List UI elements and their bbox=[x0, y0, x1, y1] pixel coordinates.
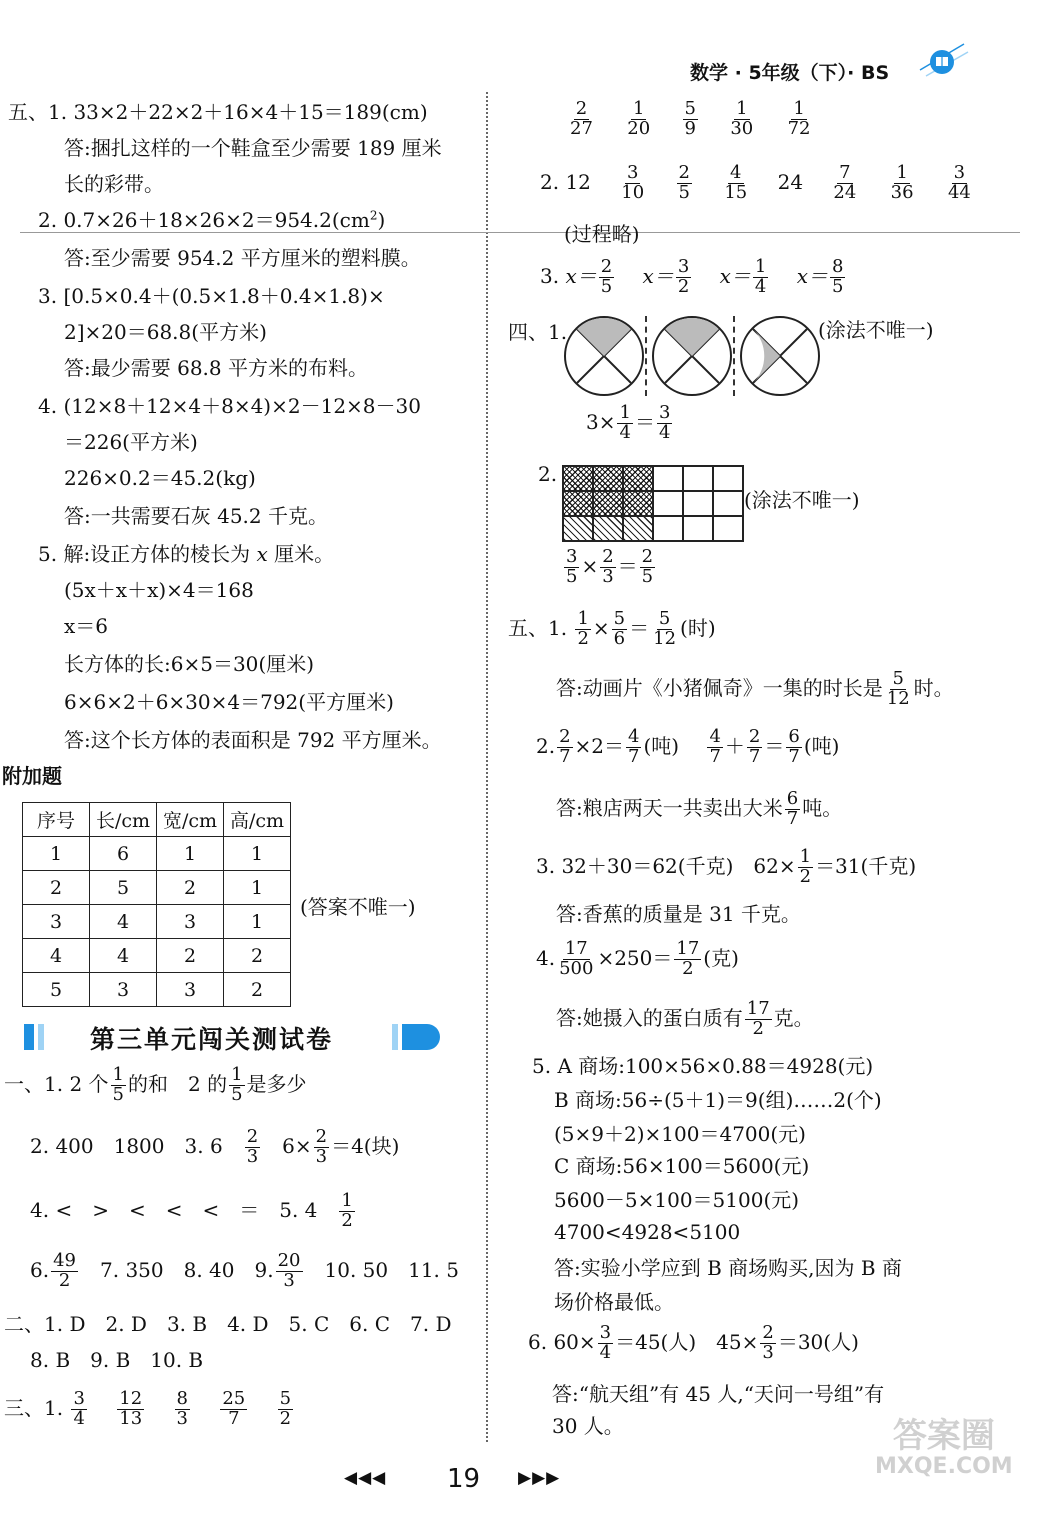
table-row: 4 4 2 2 bbox=[23, 939, 291, 973]
s4-note: (涂法不唯一) bbox=[818, 318, 934, 342]
title-bar-right bbox=[402, 1024, 440, 1050]
left-a3: 答:最少需要 68.8 平方米的布料。 bbox=[64, 356, 368, 380]
left-q5-line3: x＝6 bbox=[64, 614, 109, 638]
s4-q2-note: (涂法不唯一) bbox=[744, 488, 860, 512]
table-note: (答案不唯一) bbox=[300, 895, 416, 919]
s5-q5-line5: 5600－5×100＝5100(元) bbox=[554, 1188, 800, 1212]
left-q3-line1: 3. [0.5×0.4＋(0.5×1.8＋0.4×1.8)× bbox=[38, 284, 385, 308]
shaded-grid bbox=[562, 465, 744, 542]
u3-q1: 一、1. 2 个 $\frac{1}{5}$ 的和 2 的 $\frac{1}{5}$ 是多少 bbox=[4, 1064, 307, 1105]
table-header: 序号 bbox=[23, 803, 90, 837]
table-row: 5 3 3 2 bbox=[23, 973, 291, 1007]
s5-q1: 五、1. $\frac{1}{2}$ × $\frac{5}{6}$ ＝ $\frac{5}{12}$ (时) bbox=[508, 608, 716, 649]
table-row: 1 6 1 1 bbox=[23, 837, 291, 871]
s5-a2: 答:粮店两天一共卖出大米 $\frac{6}{7}$ 吨。 bbox=[556, 788, 843, 829]
left-a1-line2: 长的彩带。 bbox=[64, 172, 164, 196]
s4-q2-equation: $\frac{3}{5}$ × $\frac{2}{3}$ ＝ $\frac{2}{5}$ bbox=[566, 546, 654, 587]
table-row: 2 5 2 1 bbox=[23, 871, 291, 905]
watermark: 答案圈 MXQE.COM bbox=[875, 1416, 1013, 1480]
next-arrows: ▶▶▶ bbox=[518, 1468, 561, 1488]
s5-q5-line2: B 商场:56÷(5＋1)＝9(组)……2(个) bbox=[554, 1088, 882, 1112]
table-row: 3 4 3 1 bbox=[23, 905, 291, 939]
left-a5: 答:这个长方体的表面积是 792 平方厘米。 bbox=[64, 728, 442, 752]
left-a4: 答:一共需要石灰 45.2 千克。 bbox=[64, 504, 328, 528]
left-q4-line3: 226×0.2＝45.2(kg) bbox=[64, 466, 256, 490]
s5-q4: 4. $\frac{17}{500}$ ×250＝ $\frac{17}{2}$ (克) bbox=[536, 938, 739, 979]
u3-q6: 6. $\frac{49}{2}$ 7. 350 8. 40 9. $\frac{20}{3}$ 10. 50 11. 5 bbox=[30, 1250, 460, 1291]
s5-a6-line2: 30 人。 bbox=[552, 1414, 624, 1438]
left-q5-line5: 6×6×2＋6×30×4＝792(平方厘米) bbox=[64, 690, 394, 714]
s5-a1: 答:动画片《小猪佩奇》一集的时长是 $\frac{5}{12}$ 时。 bbox=[556, 668, 954, 709]
left-q4-line1: 4. (12×8＋12×4＋8×4)×2－12×8－30 bbox=[38, 394, 421, 418]
left-q4-line2: ＝226(平方米) bbox=[64, 430, 198, 454]
u3-s2-line2: 8. B 9. B 10. B bbox=[30, 1348, 204, 1372]
u3-q4: 4. < > < < < ＝ 5. 4 $\frac{1}{2}$ bbox=[30, 1190, 353, 1231]
left-q1: 五、1. 33×2＋22×2＋16×4＋15＝189(cm) bbox=[8, 100, 428, 124]
scan-fold-line bbox=[20, 232, 1020, 233]
s5-q5-line8: 场价格最低。 bbox=[554, 1290, 674, 1314]
u3-q2: 2. 400 1800 3. 6 $\frac{2}{3}$ 6× $\frac{2}{3}$ ＝4(块) bbox=[30, 1126, 400, 1167]
process-note: (过程略) bbox=[564, 222, 640, 246]
prev-arrows: ◀◀◀ bbox=[344, 1468, 387, 1488]
s4-label: 四、1. bbox=[508, 320, 568, 344]
s5-q5-line6: 4700<4928<5100 bbox=[554, 1220, 741, 1244]
table-header: 宽/cm bbox=[157, 803, 224, 837]
u3-s3: 三、1. $\frac{3}{4}$ $\frac{12}{13}$ $\frac{8}{3}$ $\frac{25}{7}$ $\frac{5}{2}$ bbox=[4, 1388, 292, 1429]
right-q3: 3. x＝ $\frac{2}{5}$ x＝ $\frac{3}{2}$ x＝ $\frac{1}{4}$ x＝ $\frac{8}{5}$ bbox=[540, 256, 844, 297]
s4-equation: 3× $\frac{1}{4}$ ＝ $\frac{3}{4}$ bbox=[586, 402, 671, 443]
s5-a3: 答:香蕉的质量是 31 千克。 bbox=[556, 902, 801, 926]
s5-q3: 3. 32＋30＝62(千克) 62× $\frac{1}{2}$ ＝31(千克) bbox=[536, 846, 917, 887]
right-top-fracs: $\frac{2}{27}$ $\frac{1}{20}$ $\frac{5}{9}$ $\frac{1}{30}$ $\frac{1}{72}$ bbox=[570, 98, 811, 139]
s5-a6-line1: 答:“航天组”有 45 人,“天问一号组”有 bbox=[552, 1382, 885, 1406]
s5-q2: 2. $\frac{2}{7}$ ×2＝ $\frac{4}{7}$ (吨) $\frac{4}{7}$ ＋ $\frac{2}{7}$ ＝ $\frac{6}{7}$ (吨) bbox=[536, 726, 840, 767]
right-q2: 2. 12 $\frac{3}{10}$ $\frac{2}{5}$ $\frac{4}{15}$ 24 $\frac{7}{24}$ $\frac{1}{36}$ $\frac{3}{44}$ bbox=[540, 162, 971, 203]
s5-a4: 答:她摄入的蛋白质有 $\frac{17}{2}$ 克。 bbox=[556, 998, 814, 1039]
circle-diagram bbox=[740, 316, 820, 396]
s5-q5-line7: 答:实验小学应到 B 商场购买,因为 B 商 bbox=[554, 1256, 902, 1280]
s5-q6: 6. 60× $\frac{3}{4}$ ＝45(人) 45× $\frac{2}{3}$ ＝30(人) bbox=[528, 1322, 859, 1363]
s5-q5-line4: C 商场:56×100＝5600(元) bbox=[554, 1154, 810, 1178]
title-bar-left-light bbox=[38, 1024, 44, 1050]
u3-s2-line1: 二、1. D 2. D 3. B 4. D 5. C 6. C 7. D bbox=[4, 1312, 452, 1336]
table-header: 长/cm bbox=[90, 803, 157, 837]
book-icon bbox=[912, 40, 972, 80]
circle-diagram bbox=[564, 316, 644, 396]
left-q5-line2: (5x＋x＋x)×4＝168 bbox=[64, 578, 254, 602]
header-title: 数学 · 5年级（下）· BS bbox=[690, 62, 890, 84]
column-divider bbox=[486, 92, 488, 1442]
title-bar-right-light bbox=[392, 1024, 398, 1050]
unit3-title: 第三单元闯关测试卷 bbox=[90, 1025, 334, 1054]
circle-diagram bbox=[652, 316, 732, 396]
left-q5-line4: 长方体的长:6×5＝30(厘米) bbox=[64, 652, 314, 676]
left-q5-line1: 5. 解:设正方体的棱长为 x 厘米。 bbox=[38, 542, 335, 566]
table-header: 高/cm bbox=[224, 803, 291, 837]
extra-title: 附加题 bbox=[2, 764, 62, 788]
circle-separator bbox=[733, 316, 735, 396]
s5-q5-line3: (5×9＋2)×100＝4700(元) bbox=[554, 1122, 806, 1146]
left-q3-line2: 2]×20＝68.8(平方米) bbox=[64, 320, 267, 344]
title-bar-left bbox=[24, 1024, 34, 1050]
left-a2: 答:至少需要 954.2 平方厘米的塑料膜。 bbox=[64, 246, 421, 270]
s4-q2-label: 2. bbox=[538, 462, 558, 486]
s5-q5-line1: 5. A 商场:100×56×0.88＝4928(元) bbox=[532, 1054, 874, 1078]
circle-separator bbox=[645, 316, 647, 396]
answer-table bbox=[22, 802, 291, 1007]
left-q2: 2. $0.7\times 26+18\times 26\times 2=954.2(cm^2)$ bbox=[38, 208, 386, 232]
page-number: 19 bbox=[447, 1464, 481, 1494]
left-a1-line1: 答:捆扎这样的一个鞋盒至少需要 189 厘米 bbox=[64, 136, 442, 160]
